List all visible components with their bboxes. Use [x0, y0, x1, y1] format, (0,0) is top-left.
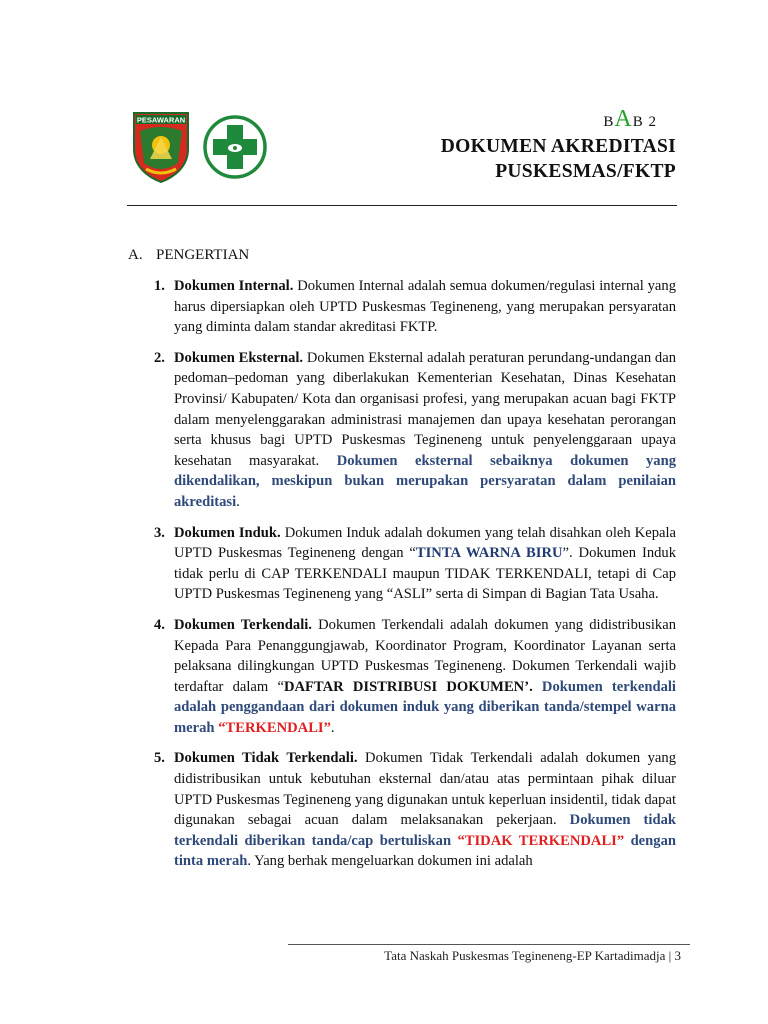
document-title-line2: PUSKESMAS/FKTP: [495, 161, 676, 182]
section-heading: A. PENGERTIAN: [128, 247, 250, 263]
list-item: 2. Dokumen Eksternal. Dokumen Eksternal adalah peraturan perundang-undangan dan pedoman–pedoman yang diberlakukan Kementerian Kesehatan, Dinas Kesehatan Provinsi/ Kabupaten/ Kota dan organisasi profesi, yang merupakan acuan bagi FKTP dalam menyelenggarakan administrasi manajemen dan upaya kesehatan perorangan serta khusus bagi UPTD Puskesmas Tegineneng untuk penyelenggaraan upaya kesehatan masyarakat. Dokumen eksternal sebaiknya dokumen yang dikendalikan, meskipun bukan merupakan persyaratan dalam penilaian akreditasi.: [154, 349, 677, 510]
pesawaran-logo: [132, 111, 190, 183]
document-title-line1: DOKUMEN AKREDITASI: [440, 136, 676, 157]
header-divider: [127, 205, 677, 206]
svg-text:PESAWARAN: PESAWARAN: [136, 115, 186, 125]
list-item: 1. Dokumen Internal. Dokumen Internal adalah semua dokumen/regulasi internal yang harus dipersiapkan oleh UPTD Puskesmas Tegineneng, yang merupakan persyaratan yang diminta dalam standar akreditasi FKTP.: [154, 278, 677, 336]
health-cross-logo: [203, 115, 267, 179]
page-footer: Tata Naskah Puskesmas Tegineneng-EP Kartadimadja | 3: [384, 948, 681, 963]
definition-list: [154, 276, 676, 882]
footer-divider: [288, 944, 690, 945]
chapter-letter-a: A: [614, 106, 633, 132]
list-item: 3. Dokumen Induk. Dokumen Induk adalah dokumen yang telah disahkan oleh Kepala UPTD Puskesmas Tegineneng dengan “TINTA WARNA BIRU”. Dokumen Induk tidak perlu di CAP TERKENDALI maupun TIDAK TERKENDALI, tetapi di Cap UPTD Puskesmas Tegineneng yang “ASLI” serta di Simpan di Bagian Tata Usaha.: [154, 524, 677, 603]
chapter-label: BAB 2: [603, 106, 657, 132]
list-item: 4. Dokumen Terkendali. Dokumen Terkendali adalah dokumen yang didistribusikan Kepada Para Penanggungjawab, Koordinator Program, Koordinator Layanan serta pelaksana dilingkungan UPTD Puskesmas Tegineneng. Dokumen Terkendali wajib terdaftar dalam “DAFTAR DISTRIBUSI DOKUMEN’. Dokumen terkendali adalah penggandaan dari dokumen induk yang diberikan tanda/stempel warna merah “TERKENDALI”.: [154, 616, 676, 736]
list-item: 5. Dokumen Tidak Terkendali. Dokumen Tidak Terkendali adalah dokumen yang didistribusikan untuk kebutuhan eksternal dan/atau atas permintaan pihak diluar UPTD Puskesmas Tegineneng yang digunakan untuk keperluan insidentil, tidak dapat digunakan sebagai acuan dalam melaksanakan pekerjaan. Dokumen tidak terkendali diberikan tanda/cap bertuliskan “TIDAK TERKENDALI” dengan tinta merah. Yang berhak mengeluarkan dokumen ini adalah: [154, 750, 676, 870]
